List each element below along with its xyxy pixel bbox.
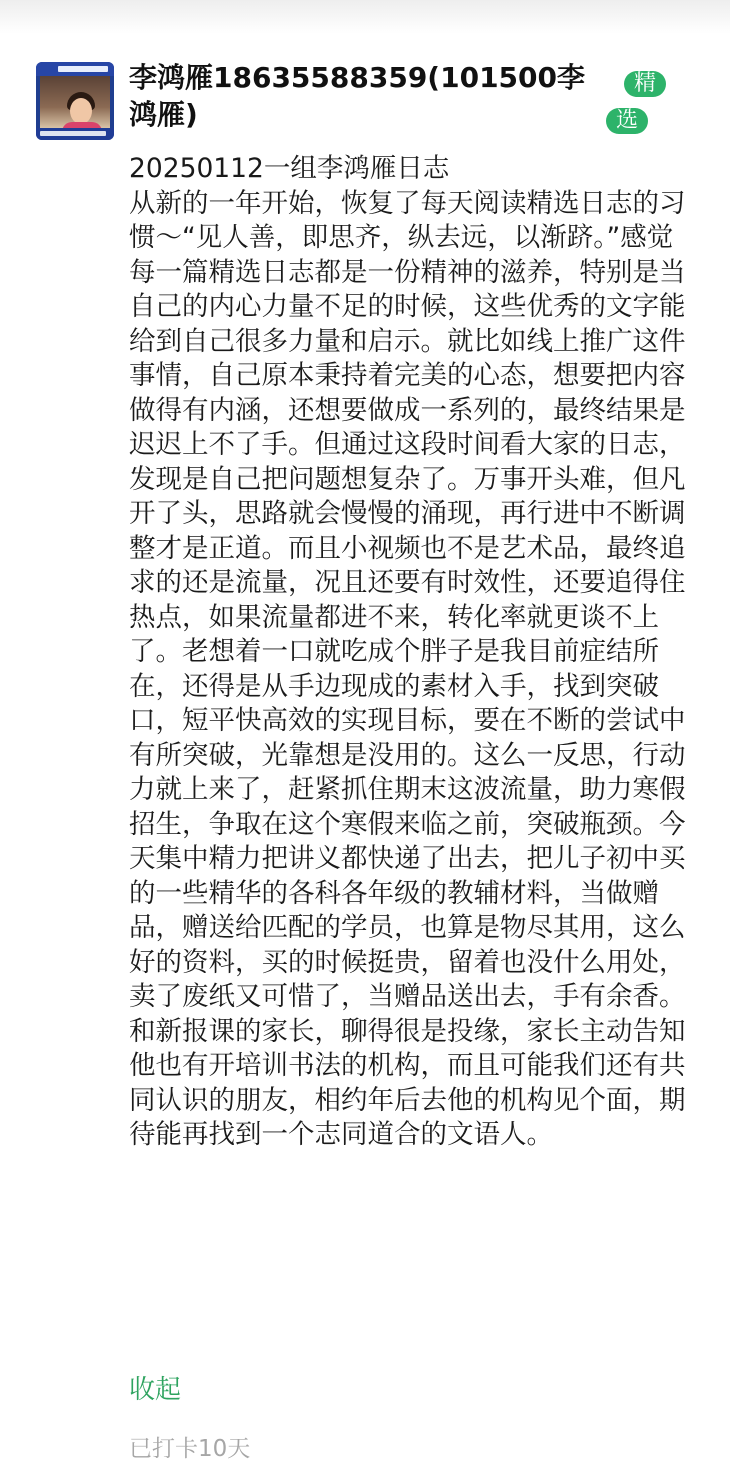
avatar-face: [70, 98, 92, 124]
avatar-photo: [40, 76, 110, 128]
checkin-count: 已打卡10天: [129, 1436, 251, 1462]
featured-badge-top: 精: [624, 71, 666, 97]
post-body: [129, 152, 699, 1153]
avatar[interactable]: [36, 62, 114, 140]
avatar-banner-bottom: [36, 128, 114, 140]
author-name[interactable]: 李鸿雁18635588359(101500李鸿雁): [129, 61, 585, 131]
post-paragraph: 和新报课的家长，聊得很是投缘，家长主动告知他也有开培训书法的机构，而且可能我们还有共同认识的朋友，相约年后去他的机构见个面，期待能再找到一个志同道合的文语人。: [129, 1015, 686, 1150]
collapse-link[interactable]: 收起: [129, 1375, 182, 1405]
post-paragraph: 从新的一年开始，恢复了每天阅读精选日志的习惯～“见人善，即思齐，纵去远，以渐跻。”感觉每一篇精选日志都是一份精神的滋养，特别是当自己的内心力量不足的时候，这些优秀的文字能给到自己很多力量和启示。就比如线上推广这件事情，自己原本秉持着完美的心态，想要把内容做得有内涵，还想要做成一系列的，最终结果是迟迟上不了手。但通过这段时间看大家的日志，发现是自己把问题想复杂了。万事开头难，但凡开了头，思路就会慢慢的涌现，再行进中不断调整才是正道。而且小视频也不是艺术品，最终追求的还是流量，况且还要有时效性，还要追得住热点，如果流量都进不来，转化率就更谈不上了。老想着一口就吃成个胖子是我目前症结所在，还得是从手边现成的素材入手，找到突破口，短平快高效的实现目标，要在不断的尝试中有所突破，光靠想是没用的。这么一反思，行动力就上来了，赶紧抓住期末这波流量，助力寒假招生，争取在这个寒假来临之前，突破瓶颈。今天集中精力把讲义都快递了出去，把儿子初中买的一些精华的各科各年级的教辅材料，当做赠品，赠送给匹配的学员，也算是物尽其用，这么好的资料，买的时候挺贵，留着也没什么用处，卖了废纸又可惜了，当赠品送出去，手有余香。: [129, 187, 686, 1012]
post-title: 20250112一组李鸿雁日志: [129, 153, 450, 184]
featured-badge-bottom: 选: [606, 108, 648, 134]
avatar-banner-top: [36, 62, 114, 76]
